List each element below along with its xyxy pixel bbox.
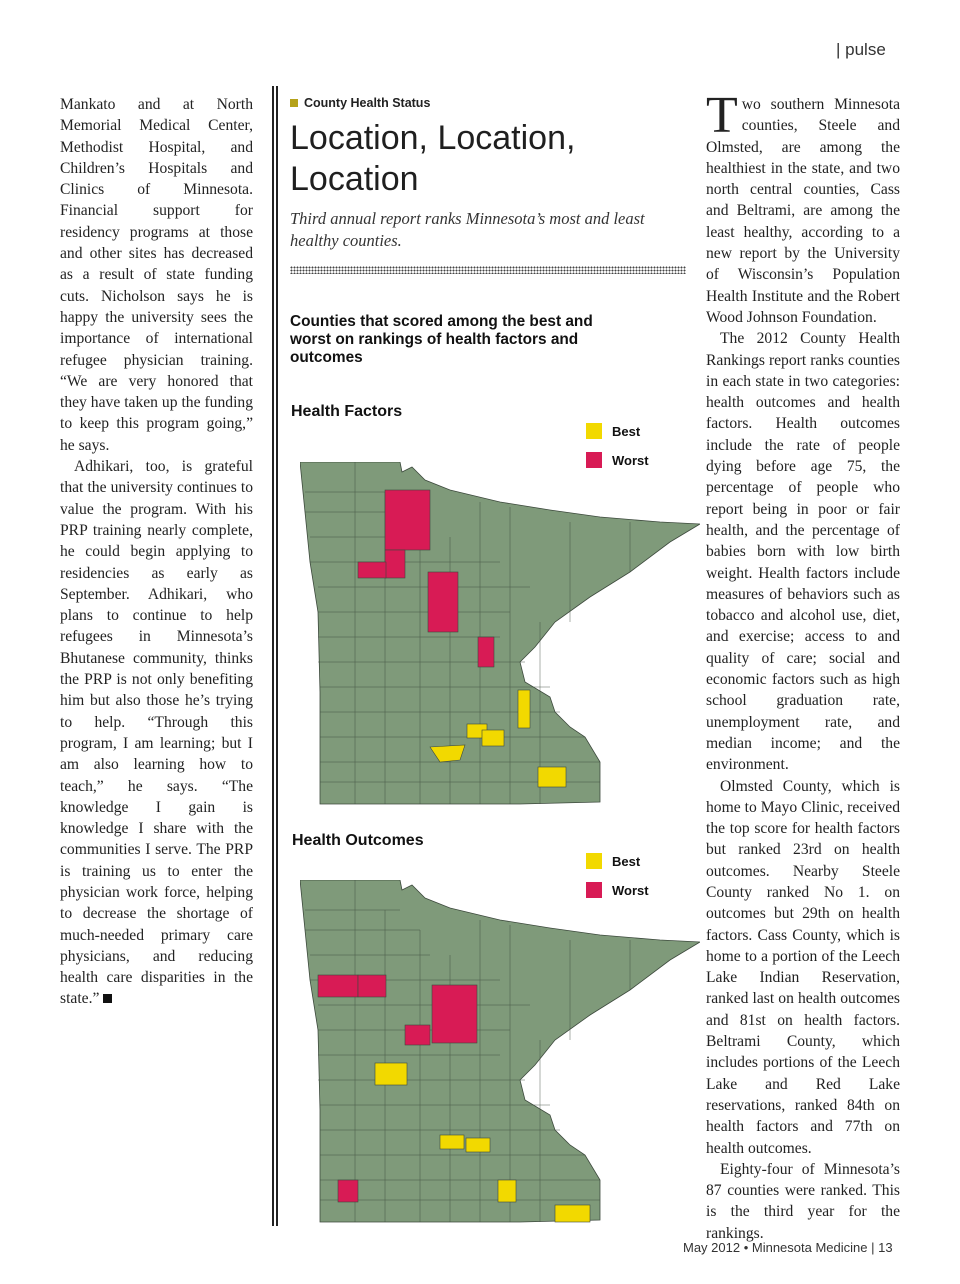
section-label: | pulse xyxy=(836,40,886,59)
county-millelacs-worst xyxy=(478,637,494,667)
state-outline-2 xyxy=(300,880,700,1222)
left-paragraph-1: Mankato and at North Memorial Medical Center, Methodist Hospital, and Children’s Hospitals and Clinics of Minnesota. Financial support for residency programs at those and other sites has decreased as a result of state funding cuts. Nicholson says he is happy the university sees the importance of international refugee physician training. “We are very honored that they have taken up the funding to keep this program going,” he says. xyxy=(60,96,253,454)
kicker-square-icon xyxy=(290,99,298,107)
county-cass-worst-2 xyxy=(432,985,477,1043)
map-health-outcomes xyxy=(300,880,700,1225)
left-column xyxy=(60,94,253,1010)
legend-worst-label-2: Worst xyxy=(612,882,649,898)
county-norman-worst xyxy=(318,975,358,997)
legend-best-label: Best xyxy=(612,423,641,439)
county-pipestone-worst xyxy=(338,1180,358,1202)
county-douglas-best xyxy=(375,1063,407,1085)
map-title-outcomes: Health Outcomes xyxy=(292,832,424,849)
legend-best-swatch xyxy=(586,423,602,439)
dotted-divider xyxy=(290,266,686,274)
county-clearwater-worst xyxy=(385,550,405,578)
kicker xyxy=(290,96,686,110)
county-wadena-worst xyxy=(405,1025,430,1045)
legend-best-swatch-2 xyxy=(586,853,602,869)
right-paragraph-3: Olmsted County, which is home to Mayo Clinic, received the top score for health factors but ranked 23rd on health outcomes. Nearby Steele County ranked No 1. on outcomes but 29th on health factors. Cass County, which is home to a portion of the Leech Lake Indian Reservation, ranked last on health outcomes and 81st on health factors. Beltrami County, which includes portions of the Leech Lake and Red Lake reservations, ranked 84th on health factors and 77th on health outcomes. xyxy=(706,777,900,1157)
right-paragraph-4: Eighty-four of Minnesota’s 87 counties were ranked. This is the third year for the rankings. xyxy=(706,1160,900,1242)
county-carver-best-2 xyxy=(440,1135,464,1149)
county-scott-best xyxy=(482,730,504,746)
column-rule-left-a xyxy=(272,86,274,1226)
state-outline xyxy=(300,462,700,804)
end-mark-icon xyxy=(103,994,112,1003)
right-paragraph-2: The 2012 County Health Rankings report ranks counties in each state in two categories: health outcomes and health factors. Health outcomes include the rate of people dying before age 75, the percentage of people who report being in poor or fair health, and the percentage of babies born with low birth weight. Health factors include measures of behaviors such as tobacco and alcohol use, diet, and exercise; access to and quality of care; social and economic factors such as high school graduation rate, unemployment rate, and median income; and the environment. xyxy=(706,330,900,774)
map-title-factors: Health Factors xyxy=(291,403,403,420)
county-scott-best-2 xyxy=(466,1138,490,1152)
article-header xyxy=(290,96,686,274)
left-paragraph-2 xyxy=(60,456,253,1010)
county-fillmore-best xyxy=(555,1205,590,1222)
article-deck: Third annual report ranks Minnesota’s most and least healthy counties. xyxy=(290,209,645,250)
county-washington-best xyxy=(518,690,530,728)
county-steele-best xyxy=(498,1180,516,1202)
county-mahnomen-worst xyxy=(358,562,386,578)
map-health-factors xyxy=(300,462,700,812)
right-paragraph-1-text: wo southern Minnesota counties, Steele and Olmsted, are among the healthiest in the state, and two north central counties, Cass and Beltrami, are among the least healthy, according to a new report by the University of Wisconsin’s Population Health Institute and the Robert Wood Johnson Foundation. xyxy=(706,96,900,326)
column-rule-left-b xyxy=(276,86,278,1226)
left-paragraph-2-text: Adhikari, too, is grateful that the university continues to value the program. With his PRP training nearly complete, he could begin applying to residencies as early as September. Adhikari, who plans to continue to help refugees in Minnesota’s Bhutanese community, thinks the PRP is not only benefiting him but also those he’s trying to help. “Through this program, I am learning; but I am also learning how to teach,” he says. “The knowledge I gain is knowledge I share with the communities I serve. The PRP is training us to enter the physician work force, helping to decrease the shortage of much-needed primary care physicians, and reducing health care disparities in the state.” xyxy=(60,458,253,1008)
chart-heading: Counties that scored among the best and worst on rankings of health factors and outcomes xyxy=(290,313,593,366)
drop-cap: T xyxy=(706,87,738,144)
right-column xyxy=(706,87,900,1244)
legend-worst-label: Worst xyxy=(612,452,649,468)
page-footer: May 2012 • Minnesota Medicine | 13 xyxy=(683,1240,893,1255)
county-olmsted-best xyxy=(538,767,566,787)
legend-best-label-2: Best xyxy=(612,853,641,869)
article-title: Location, Location, Location xyxy=(290,119,576,198)
county-cass-worst xyxy=(428,572,458,632)
right-paragraph-1 xyxy=(706,87,900,328)
county-beltrami-worst xyxy=(385,490,430,550)
kicker-text: County Health Status xyxy=(304,96,431,110)
county-mahnomen-worst-2 xyxy=(358,975,386,997)
